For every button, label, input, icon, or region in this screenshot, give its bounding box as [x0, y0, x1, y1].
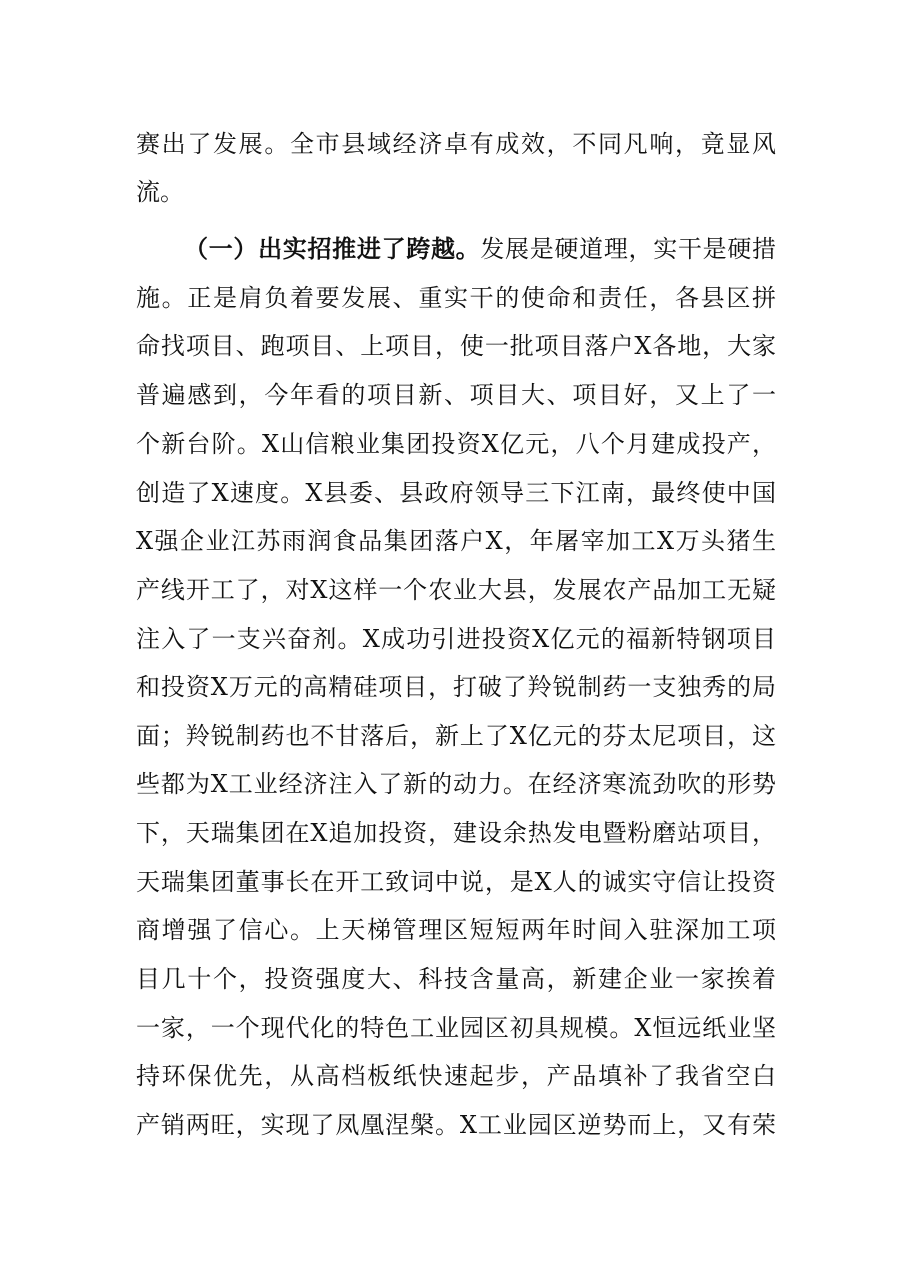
text-line: 施。正是肩负着要发展、重实干的使命和责任，各县区拼	[136, 284, 776, 312]
text-line: 产线开工了，对X这样一个农业大县，发展农产品加工无疑	[136, 576, 776, 604]
text-line: X强企业江苏雨润食品集团落户X，年屠宰加工X万头猪生	[136, 527, 776, 555]
text-line: 创造了X速度。X县委、县政府领导三下江南，最终使中国	[136, 479, 776, 507]
text-line: 持环保优先，从高档板纸快速起步，产品填补了我省空白	[136, 1062, 776, 1090]
text-line: 一家，一个现代化的特色工业园区初具规模。X恒远纸业坚	[136, 1014, 776, 1042]
text-line: 普遍感到，今年看的项目新、项目大、项目好，又上了一	[136, 381, 776, 409]
section-heading: （一）出实招推进了跨越。	[184, 234, 481, 263]
text-line: 发展是硬道理，实干是硬措	[480, 235, 777, 263]
paragraph-first-line	[184, 233, 776, 265]
text-line: 面；羚锐制药也不甘落后，新上了X亿元的芬太尼项目，这	[136, 722, 776, 750]
text-line: 产销两旺，实现了凤凰涅槃。X工业园区逆势而上，又有荣	[136, 1111, 776, 1139]
text-line: 注入了一支兴奋剂。X成功引进投资X亿元的福新特钢项目	[136, 625, 776, 653]
text-line: 商增强了信心。上天梯管理区短短两年时间入驻深加工项	[136, 916, 776, 944]
text-line: 和投资X万元的高精硅项目，打破了羚锐制药一支独秀的局	[136, 673, 776, 701]
text-line: 命找项目、跑项目、上项目，使一批项目落户X各地，大家	[136, 332, 776, 360]
text-line: 流。	[136, 178, 184, 206]
text-line: 天瑞集团董事长在开工致词中说，是X人的诚实守信让投资	[136, 868, 776, 896]
text-line: 个新台阶。X山信粮业集团投资X亿元，八个月建成投产，	[136, 430, 776, 458]
text-line: 下，天瑞集团在X追加投资，建设余热发电暨粉磨站项目，	[136, 819, 776, 847]
text-line: 赛出了发展。全市县域经济卓有成效，不同凡响，竟显风	[136, 130, 776, 158]
text-line: 目几十个，投资强度大、科技含量高，新建企业一家挨着	[136, 965, 776, 993]
text-line: 些都为X工业经济注入了新的动力。在经济寒流劲吹的形势	[136, 770, 776, 798]
